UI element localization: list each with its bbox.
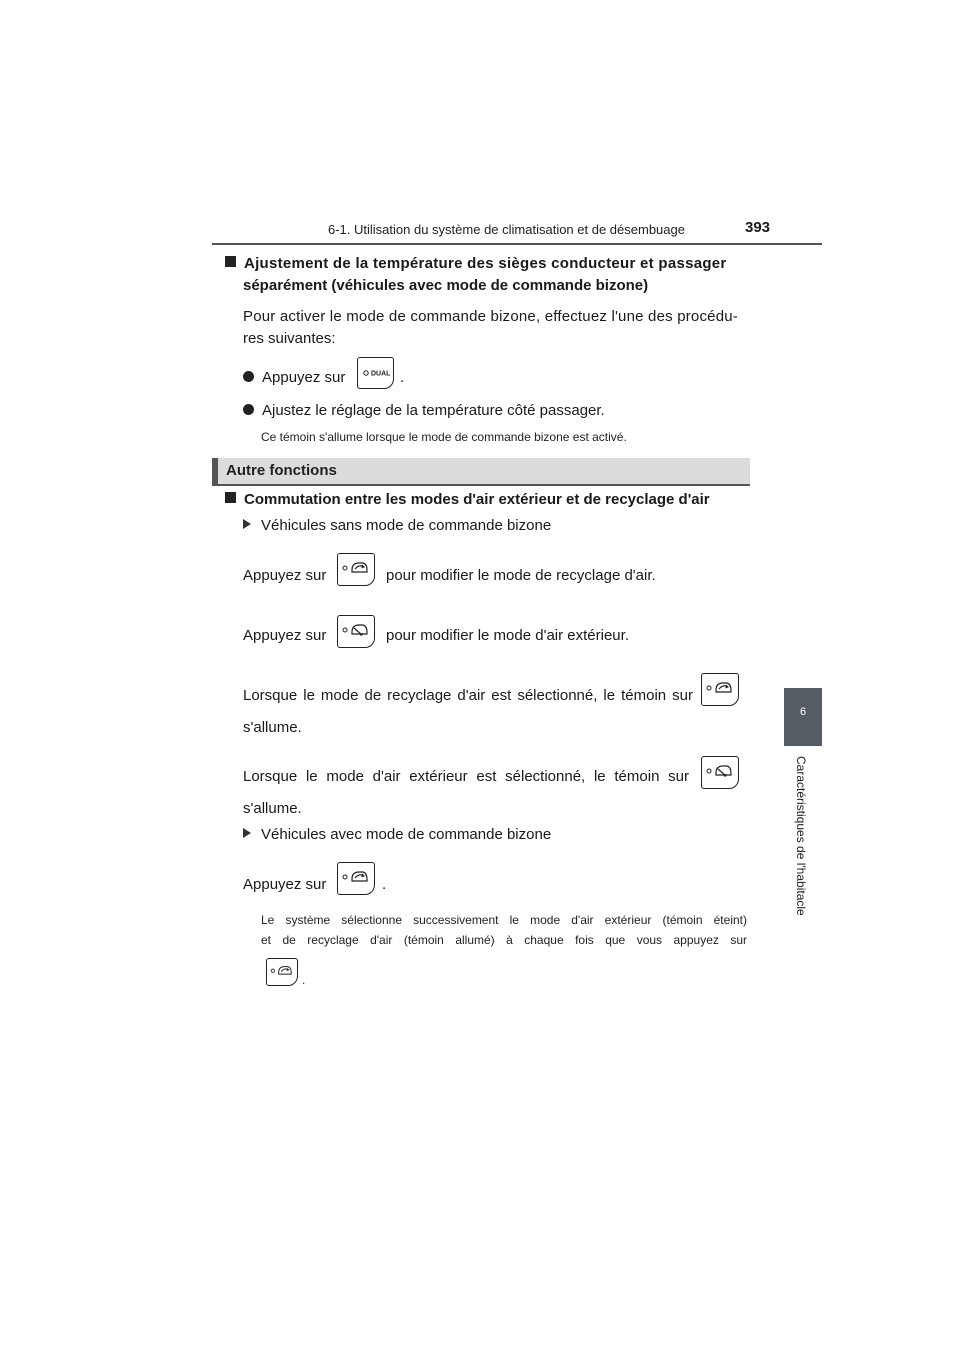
line1-pre: Appuyez sur [243,567,327,584]
square-bullet-icon [225,256,236,267]
outside-air-icon [701,756,739,789]
line3: Lorsque le mode de recyclage d'air est sélectionné, le témoin sur [243,687,693,704]
section2-note-line1: Le système sélectionne successivement le mode d'air extérieur (témoin éteint) [261,913,747,927]
line4-end: s'allume. [243,800,302,817]
chapter-tab [784,688,822,746]
subsection-1: Véhicules sans mode de commande bizone [243,515,551,537]
line2-pre: Appuyez sur [243,627,327,644]
line2-post: pour modifier le mode d'air extérieur. [386,627,629,644]
line5-end: . [382,876,387,893]
line5-pre: Appuyez sur [243,876,327,893]
section1-heading-line2: séparément (véhicules avec mode de commande bizone) [243,277,649,294]
dual-button-icon [357,357,394,389]
outside-air-icon [337,615,375,648]
line4: Lorsque le mode d'air extérieur est sélectionné, le témoin sur [243,768,689,785]
section-bar-title: Autre fonctions [226,462,337,479]
dual-button-label: DUAL [371,370,391,378]
chapter-title: 6-1. Utilisation du système de climatisation et de désembuage [328,222,685,237]
page-number: 393 [745,219,771,236]
line3-end: s'allume. [243,719,302,736]
chapter-tab-number: 6 [799,706,807,718]
square-bullet-icon [225,492,236,503]
bullet-item-1-end: . [400,369,405,386]
section-bar-autre-fonctions [212,458,750,484]
air-recirculation-icon [337,862,375,895]
round-bullet-icon [243,371,254,382]
round-bullet-icon [243,404,254,415]
bullet-item-1: Appuyez sur [243,367,345,389]
section1-note: Ce témoin s'allume lorsque le mode de commande bizone est activé. [261,430,627,444]
chapter-side-label: Caractéristiques de l'habitacle [794,756,808,916]
section1-heading-line1: Ajustement de la température des sièges conducteur et passager [225,253,747,275]
section2-note-line2: et de recyclage d'air (témoin allumé) à chaque fois que vous appuyez sur [261,933,747,947]
bullet-item-2: Ajustez le réglage de la température côté passager. [243,400,605,422]
section1-intro-line1: Pour activer le mode de commande bizone, effectuez l'une des procédu- [243,308,739,325]
air-recirculation-icon [337,553,375,586]
section1-intro-line2: res suivantes: [243,330,336,347]
section2-heading: Commutation entre les modes d'air extérieur et de recyclage d'air [225,489,710,511]
air-recirculation-icon [701,673,739,706]
air-recirculation-icon [266,958,298,986]
header-rule [212,243,822,245]
section-bar-underline [212,484,750,486]
line1-post: pour modifier le mode de recyclage d'air. [386,567,656,584]
section2-note-end: . [302,973,306,987]
subsection-2: Véhicules avec mode de commande bizone [243,824,551,846]
triangle-bullet-icon [243,828,251,838]
triangle-bullet-icon [243,519,251,529]
